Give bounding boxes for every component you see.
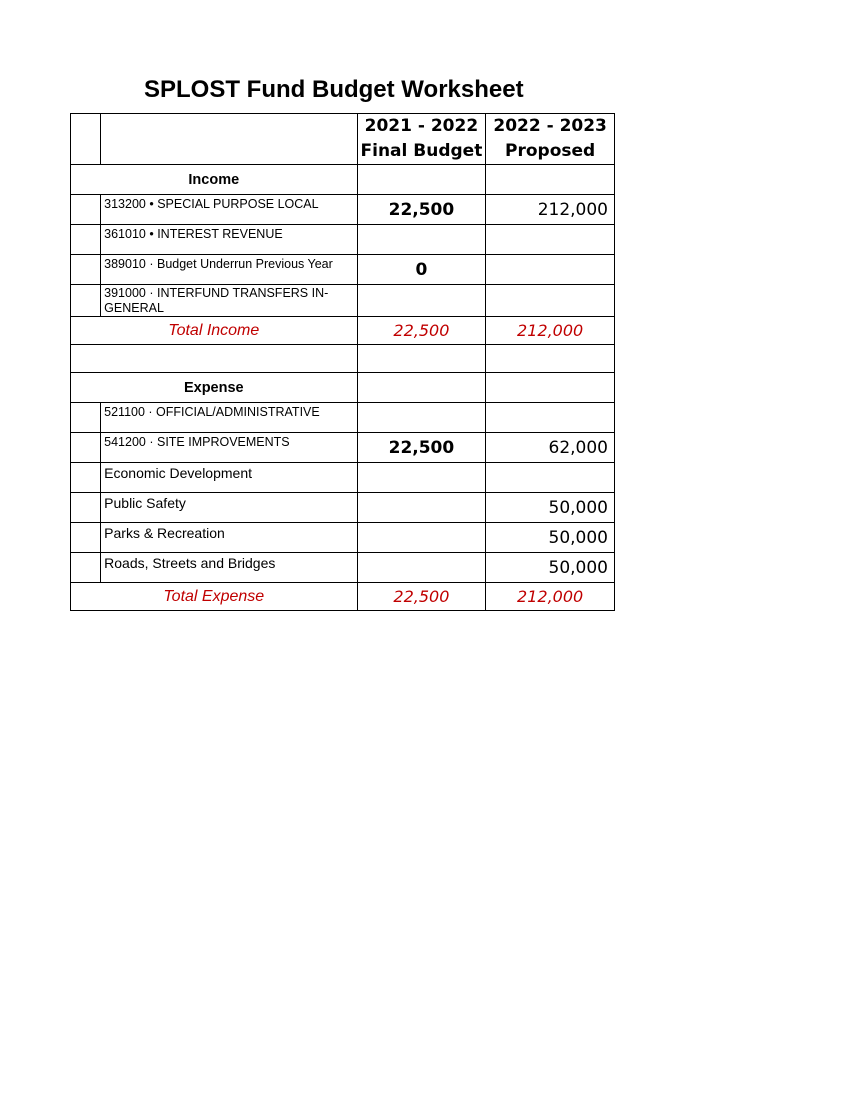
proposed-value: 212,000 bbox=[486, 195, 615, 225]
final-budget-value: 22,500 bbox=[357, 433, 486, 463]
category-label: Public Safety bbox=[101, 493, 357, 523]
category-label: Economic Development bbox=[101, 463, 357, 493]
account-label: 361010 • INTEREST REVENUE bbox=[101, 225, 357, 255]
row-marker-cell bbox=[71, 195, 101, 225]
table-row bbox=[71, 433, 615, 463]
table-row bbox=[71, 225, 615, 255]
table-row bbox=[71, 285, 615, 317]
empty-cell bbox=[357, 345, 486, 373]
account-label: 541200 · SITE IMPROVEMENTS bbox=[101, 433, 357, 463]
final-budget-value: 0 bbox=[357, 255, 486, 285]
total-income-final: 22,500 bbox=[357, 317, 486, 345]
header-proposed-year: 2022 - 2023 bbox=[493, 116, 607, 136]
income-heading: Income bbox=[71, 165, 358, 195]
account-label: 313200 • SPECIAL PURPOSE LOCAL bbox=[101, 195, 357, 225]
proposed-value: 62,000 bbox=[486, 433, 615, 463]
account-label: 521100 · OFFICIAL/ADMINISTRATIVE bbox=[101, 403, 357, 433]
table-row bbox=[71, 195, 615, 225]
header-label-cell bbox=[101, 114, 357, 165]
empty-cell bbox=[71, 345, 358, 373]
header-proposed-label: Proposed bbox=[505, 141, 596, 161]
table-row bbox=[71, 553, 615, 583]
row-marker-cell bbox=[71, 463, 101, 493]
row-marker-cell bbox=[71, 285, 101, 317]
budget-table bbox=[70, 113, 615, 611]
total-expense-final: 22,500 bbox=[357, 583, 486, 611]
proposed-value: 50,000 bbox=[486, 523, 615, 553]
account-label: 391000 · INTERFUND TRANSFERS IN-GENERAL bbox=[101, 285, 357, 317]
header-row bbox=[71, 114, 615, 165]
empty-cell bbox=[357, 373, 486, 403]
final-budget-value bbox=[357, 553, 486, 583]
empty-cell bbox=[357, 165, 486, 195]
account-label: 389010 · Budget Underrun Previous Year bbox=[101, 255, 357, 285]
expense-heading: Expense bbox=[71, 373, 358, 403]
category-label: Parks & Recreation bbox=[101, 523, 357, 553]
table-row bbox=[71, 463, 615, 493]
total-income-proposed: 212,000 bbox=[486, 317, 615, 345]
header-final-label: Final Budget bbox=[360, 141, 483, 161]
final-budget-value: 22,500 bbox=[357, 195, 486, 225]
header-blank-cell bbox=[71, 114, 101, 165]
row-marker-cell bbox=[71, 493, 101, 523]
row-marker-cell bbox=[71, 523, 101, 553]
final-budget-value bbox=[357, 403, 486, 433]
header-final-year: 2021 - 2022 bbox=[364, 116, 479, 136]
header-final-budget bbox=[357, 114, 486, 165]
income-heading-row bbox=[71, 165, 615, 195]
total-expense-proposed: 212,000 bbox=[486, 583, 615, 611]
expense-heading-row bbox=[71, 373, 615, 403]
row-marker-cell bbox=[71, 225, 101, 255]
table-row bbox=[71, 523, 615, 553]
proposed-value: 50,000 bbox=[486, 493, 615, 523]
final-budget-value bbox=[357, 285, 486, 317]
final-budget-value bbox=[357, 493, 486, 523]
empty-cell bbox=[486, 345, 615, 373]
row-marker-cell bbox=[71, 433, 101, 463]
row-marker-cell bbox=[71, 403, 101, 433]
proposed-value bbox=[486, 255, 615, 285]
spacer-row bbox=[71, 345, 615, 373]
page-title: SPLOST Fund Budget Worksheet bbox=[144, 76, 524, 103]
final-budget-value bbox=[357, 463, 486, 493]
table-row bbox=[71, 255, 615, 285]
header-proposed bbox=[486, 114, 615, 165]
table-row bbox=[71, 403, 615, 433]
proposed-value: 50,000 bbox=[486, 553, 615, 583]
expense-total-row bbox=[71, 583, 615, 611]
proposed-value bbox=[486, 225, 615, 255]
final-budget-value bbox=[357, 225, 486, 255]
proposed-value bbox=[486, 285, 615, 317]
proposed-value bbox=[486, 463, 615, 493]
proposed-value bbox=[486, 403, 615, 433]
total-expense-label: Total Expense bbox=[71, 583, 358, 611]
row-marker-cell bbox=[71, 553, 101, 583]
final-budget-value bbox=[357, 523, 486, 553]
row-marker-cell bbox=[71, 255, 101, 285]
table-row bbox=[71, 493, 615, 523]
empty-cell bbox=[486, 165, 615, 195]
income-total-row bbox=[71, 317, 615, 345]
empty-cell bbox=[486, 373, 615, 403]
category-label: Roads, Streets and Bridges bbox=[101, 553, 357, 583]
total-income-label: Total Income bbox=[71, 317, 358, 345]
